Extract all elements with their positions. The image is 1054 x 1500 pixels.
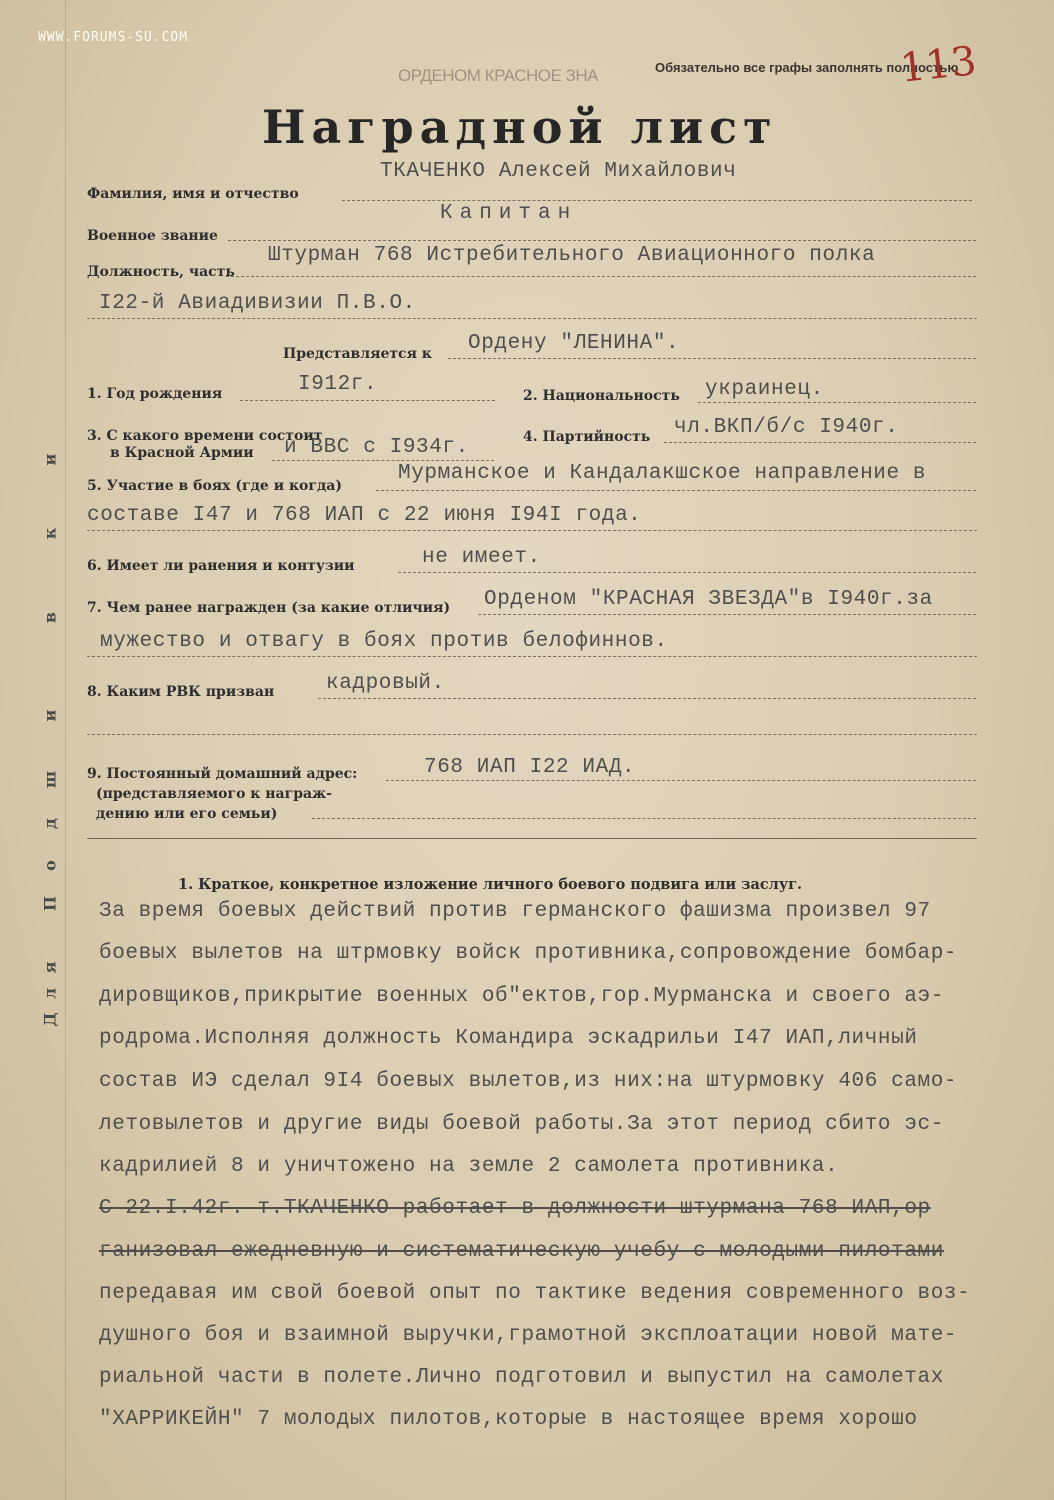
service-label-2: в Красной Армии	[110, 445, 254, 461]
party-line	[664, 442, 976, 443]
prev-awards-line-2	[87, 656, 977, 657]
side-letter: в	[40, 611, 60, 624]
position-line-2	[87, 318, 977, 319]
summary-line: передавая им свой боевой опыт по тактике ведения современного воз-	[99, 1282, 971, 1305]
service-value: и ВВС с I934г.	[284, 436, 469, 459]
order-stamp: ОРДЕНОМ КРАСНОЕ ЗНА	[398, 66, 598, 85]
name-line	[342, 200, 972, 201]
birth-value: I912г.	[298, 373, 378, 396]
wounds-line	[398, 572, 976, 573]
summary-line: кадрилией 8 и уничтожено на земле 2 самолета противника.	[99, 1155, 839, 1178]
side-letter: к	[40, 527, 60, 540]
side-letter: и	[40, 709, 60, 722]
service-label-1: 3. С какого времени состоит	[87, 428, 323, 444]
name-label: Фамилия, имя и отчество	[87, 186, 299, 202]
battles-label: 5. Участие в боях (где и когда)	[87, 478, 343, 494]
position-value-1: Штурман 768 Истребительного Авиационного полка	[268, 244, 876, 267]
watermark-text: WWW.FORUMS-SU.COM	[38, 30, 189, 45]
nationality-line	[698, 402, 976, 403]
fold-line	[65, 0, 66, 1500]
address-label-3: дению или его семьи)	[96, 806, 278, 822]
prev-awards-value-1: Орденом "КРАСНАЯ ЗВЕЗДА"в I940г.за	[484, 588, 933, 611]
summary-line: дировщиков,прикрытие военных об"ектов,гор.Мурманска и своего аэ-	[99, 985, 944, 1008]
battles-line-1	[376, 490, 976, 491]
rvk-line-2	[87, 734, 977, 735]
prev-awards-label: 7. Чем ранее награжден (за какие отличия)	[87, 600, 451, 616]
prev-awards-line-1	[478, 614, 976, 615]
party-label: 4. Партийность	[523, 429, 651, 445]
position-value-2: I22-й Авиадивизии П.В.О.	[99, 292, 416, 315]
side-letter: о	[40, 860, 60, 871]
summary-line-struck: С 22.I.42г. т.ТКАЧЕНКО работает в должности штурмана 768 ИАП,ор	[99, 1197, 931, 1220]
nominated-label: Представляется к	[283, 346, 432, 362]
summary-line: "ХАРРИКЕЙН" 7 молодых пилотов,которые в настоящее время хорошо	[99, 1408, 918, 1431]
summary-line: душного боя и взаимной выручки,грамотной эксплоатации новой мате-	[99, 1324, 958, 1347]
summary-line-struck: ганизовал ежедневную и систематическую учебу с молодыми пилотами	[99, 1240, 944, 1263]
summary-line: родрома.Исполняя должность Командира эскадрильи I47 ИАП,личный	[99, 1027, 918, 1050]
summary-line: летовылетов и другие виды боевой работы.За этот период сбито эс-	[99, 1113, 944, 1136]
summary-line: За время боевых действий против германского фашизма произвел 97	[99, 900, 931, 923]
party-value: чл.ВКП/б/с I940г.	[674, 416, 899, 439]
battles-line-2	[87, 530, 977, 531]
rvk-line-1	[318, 698, 976, 699]
rank-value: Капитан	[440, 202, 578, 225]
nationality-label: 2. Национальность	[523, 388, 680, 404]
summary-line: боевых вылетов на штрмовку войск противника,сопровождение бомбар-	[99, 942, 958, 965]
address-label-2: (представляемого к награж-	[96, 786, 332, 802]
side-letter: Д	[40, 1012, 60, 1027]
side-letter: я	[40, 961, 60, 974]
birth-line	[240, 400, 495, 401]
side-label-dlya-podshivki	[36, 440, 64, 1030]
address-line-1	[386, 780, 976, 781]
side-letter: ш	[40, 770, 60, 789]
wounds-label: 6. Имеет ли ранения и контузии	[87, 558, 355, 574]
side-letter: и	[40, 453, 60, 466]
service-line	[272, 460, 494, 461]
name-value: ТКАЧЕНКО Алексей Михайлович	[380, 160, 737, 183]
battles-value-1: Мурманское и Кандалакшское направление в	[398, 462, 927, 485]
position-line-1	[226, 276, 976, 277]
rank-label: Военное звание	[87, 228, 218, 244]
prev-awards-value-2: мужество и отвагу в боях против белофиннов.	[100, 630, 668, 653]
side-letter: л	[40, 987, 60, 1000]
address-label-1: 9. Постоянный домашний адрес:	[87, 766, 358, 782]
birth-label: 1. Год рождения	[87, 386, 223, 402]
rvk-label: 8. Каким РВК призван	[87, 684, 275, 700]
nominated-value: Ордену "ЛЕНИНА".	[468, 332, 680, 355]
side-letter: П	[40, 895, 60, 912]
rvk-value: кадровый.	[326, 672, 445, 695]
address-line-2	[312, 818, 976, 819]
summary-line: состав ИЭ сделал 9I4 боевых вылетов,из них:на штурмовку 406 само-	[99, 1070, 958, 1093]
page-number: 113	[897, 38, 979, 92]
rank-line	[228, 240, 976, 241]
address-value: 768 ИАП I22 ИАД.	[424, 756, 636, 779]
summary-line: риальной части в полете.Лично подготовил и выпустил на самолетах	[99, 1366, 944, 1389]
battles-value-2: составе I47 и 768 ИАП с 22 июня I94I года.	[87, 504, 642, 527]
nominated-line	[448, 358, 976, 359]
section-divider	[87, 838, 977, 839]
side-letter: д	[40, 818, 60, 829]
document-title: Наградной лист	[262, 100, 778, 154]
nationality-value: украинец.	[705, 378, 824, 401]
wounds-value: не имеет.	[422, 546, 541, 569]
mandatory-note: Обязательно все графы заполнять полностью	[655, 60, 959, 75]
summary-heading: 1. Краткое, конкретное изложение личного боевого подвига или заслуг.	[178, 876, 803, 893]
position-label: Должность, часть	[87, 264, 235, 280]
